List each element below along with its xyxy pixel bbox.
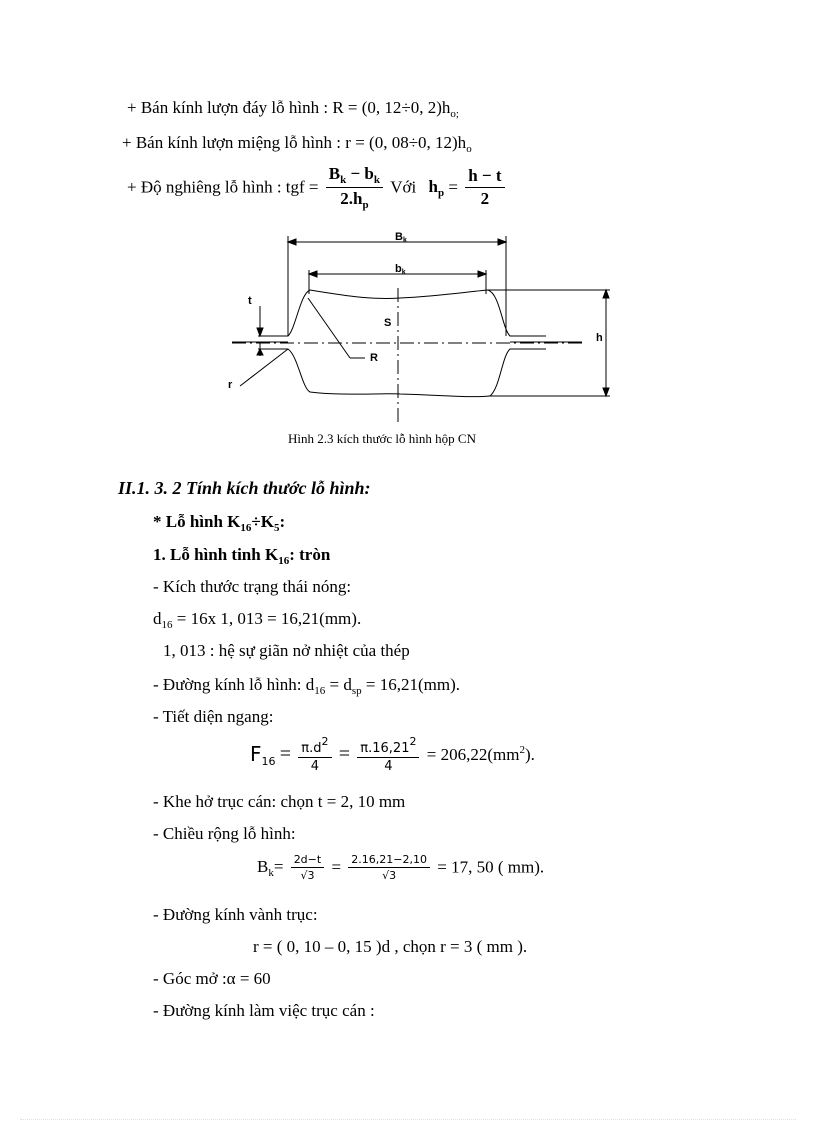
section-heading: II.1. 3. 2 Tính kích thước lỗ hình: <box>118 478 371 498</box>
cross-section-label: - Tiết diện ngang: <box>153 707 274 726</box>
label-bk: bk <box>395 263 406 276</box>
gap-line: - Khe hở trục cán: chọn t = 2, 10 mm <box>153 792 406 811</box>
label-t: t <box>248 295 252 307</box>
formula-slope: + Độ nghiêng lỗ hình : tgf = $\frac{B_k - b_k}{2.h_p}$ Với $h_p$ = $\frac{h - t}{2}$ <box>127 164 508 211</box>
angle-line: - Góc mở :α = 60 <box>153 969 271 988</box>
label-S: S <box>384 317 392 329</box>
Bk-formula: $B_k=$ $\frac{2d-t}{√3}$ = $\frac{2.16,21-2,10}{√3}$ = 17, 50 ( mm). <box>257 853 545 882</box>
slope-fraction: $\frac{B_k - b_k}{2.h_p}$ <box>326 164 383 211</box>
label-h: h <box>596 332 603 344</box>
formula-mouth-radius: + Bán kính lượn miệng lỗ hình : r = (0, 08÷0, $12)h_o$ <box>122 133 472 155</box>
roll-pass-diagram <box>210 228 610 428</box>
page-bottom-rule <box>20 1119 796 1120</box>
work-diameter-label: - Đường kính làm việc trục cán : <box>153 1001 375 1020</box>
hot-size-label: - Kích thước trạng thái nóng: <box>153 577 352 596</box>
d16-formula: $d_{16} = 16x$ 1, 013 = 16,21(mm). <box>153 609 362 631</box>
item-finish-pass: 1. Lỗ hình tinh $K_{16}$: tròn <box>153 545 331 567</box>
label-r: r <box>228 379 233 391</box>
collar-label: - Đường kính vành trục: <box>153 905 318 924</box>
label-Bk: Bk <box>395 231 407 244</box>
label-R: R <box>370 352 378 364</box>
coef-note: 1, 013 : hệ sự giãn nở nhiệt của thép <box>163 641 410 660</box>
collar-formula: r = ( 0, 10 – 0, 15 )d , chọn r = 3 ( mm ). <box>253 937 528 956</box>
formula-bottom-radius: + Bán kính lượn đáy lỗ hình : R = (0, 12÷0, $2)h_{o;}$ <box>127 98 459 120</box>
figure-caption: Hình 2.3 kích thước lỗ hình hộp CN <box>288 431 476 446</box>
width-label: - Chiều rộng lỗ hình: <box>153 824 296 843</box>
diameter-line: - Đường kính lỗ hình: $d_{16} = d_{sp} = 16,21(mm)$. <box>153 675 461 697</box>
subheading-passes: * Lỗ hình $K_{16}\div K_5$: <box>153 512 286 534</box>
hp-fraction: $\frac{h - t}{2}$ <box>465 166 504 209</box>
F16-formula: $F_{16}$ = $\frac{\pi.d^2}{4}$ = $\frac{\pi.16,21^2}{4}$ = $206,22(mm^2)$. <box>250 735 535 774</box>
